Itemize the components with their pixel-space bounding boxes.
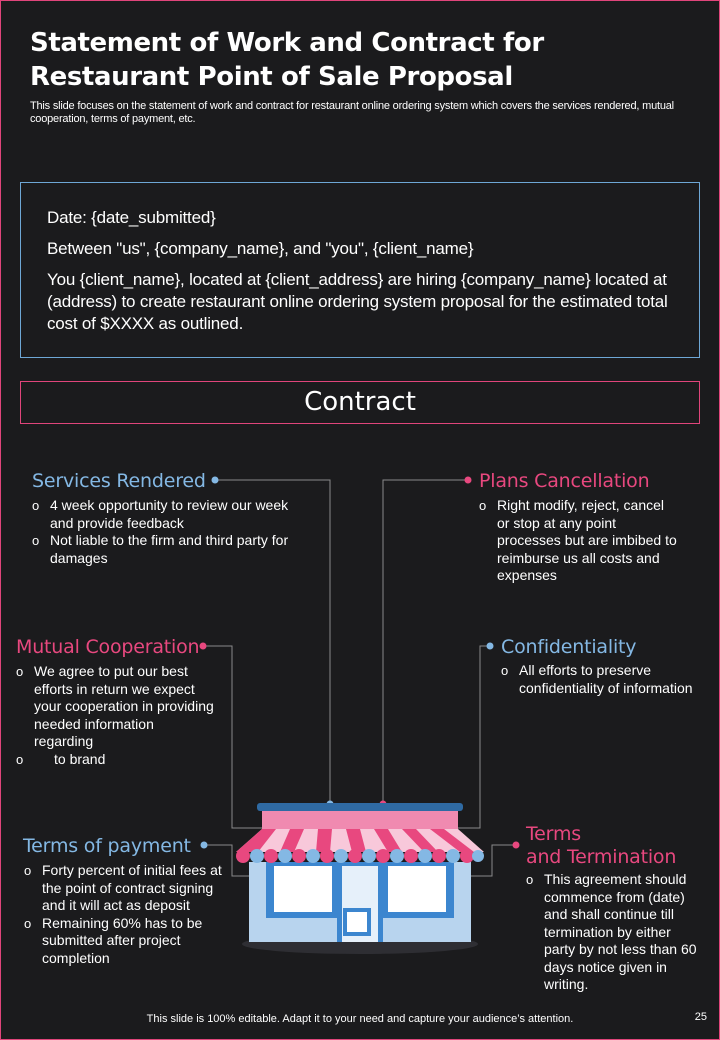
dot-termination xyxy=(513,842,520,849)
heading-services-rendered: Services Rendered xyxy=(32,470,206,492)
heading-confidentiality: Confidentiality xyxy=(501,636,637,658)
storefront-icon xyxy=(236,803,484,954)
list-item: o Right modify, reject, cancel or stop at any point processes but are imbibed to reimburse us all costs and expenses xyxy=(477,497,677,585)
list-confidentiality xyxy=(499,662,709,697)
page-title: Statement of Work and Contract for Restaurant Point of Sale Proposal xyxy=(30,28,544,92)
list-item: o to brand xyxy=(14,751,214,769)
heading-plans-cancellation: Plans Cancellation xyxy=(479,470,650,492)
list-mutual-cooperation xyxy=(14,663,214,768)
list-item: o Not liable to the firm and third party for damages xyxy=(30,532,290,567)
list-item: o This agreement should commence from (date) and shall continue till termination by either party by not less than 60 days notice given in writing. xyxy=(524,871,704,994)
list-item: o Remaining 60% has to be submitted after project completion xyxy=(22,915,232,968)
page-number: 25 xyxy=(694,1011,707,1023)
footer-note: This slide is 100% editable. Adapt it to your need and capture your audience’s attention. xyxy=(146,1013,574,1025)
list-item: o We agree to put our best efforts in return we expect your cooperation in providing needed information regarding xyxy=(14,663,214,751)
list-services-rendered xyxy=(30,497,290,567)
dot-plans xyxy=(465,477,472,484)
dot-mutual xyxy=(200,643,207,650)
heading-terms-termination-line2: and Termination xyxy=(526,846,677,868)
dot-confidentiality xyxy=(487,643,494,650)
sow-description: You {client_name}, located at {client_address} are hiring {company_name} located at (address) to create restaurant online ordering system proposal for the estimated total cost of $XXXX as outlined. xyxy=(47,270,668,333)
list-item: o Forty percent of initial fees at the point of contract signing and it will act as deposit xyxy=(22,862,232,915)
page-subtitle: This slide focuses on the statement of work and contract for restaurant online ordering system which covers the services rendered, mutual cooperation, terms of payment, etc. xyxy=(30,100,674,125)
heading-terms-termination-line1: Terms xyxy=(526,823,581,845)
list-plans-cancellation xyxy=(477,497,677,585)
contract-header: Contract xyxy=(20,381,700,424)
sow-date-line: Date: {date_submitted} xyxy=(47,208,216,227)
heading-mutual-cooperation: Mutual Cooperation xyxy=(16,636,200,658)
sow-between-line: Between "us", {company_name}, and "you", {client_name} xyxy=(47,239,474,258)
dot-services xyxy=(212,477,219,484)
list-item: o 4 week opportunity to review our week and provide feedback xyxy=(30,497,290,532)
heading-terms-of-payment: Terms of payment xyxy=(23,835,191,857)
dot-payment xyxy=(201,842,208,849)
list-terms-of-payment xyxy=(22,862,232,967)
list-item: o All efforts to preserve confidentiality of information xyxy=(499,662,709,697)
list-terms-termination xyxy=(524,871,704,994)
